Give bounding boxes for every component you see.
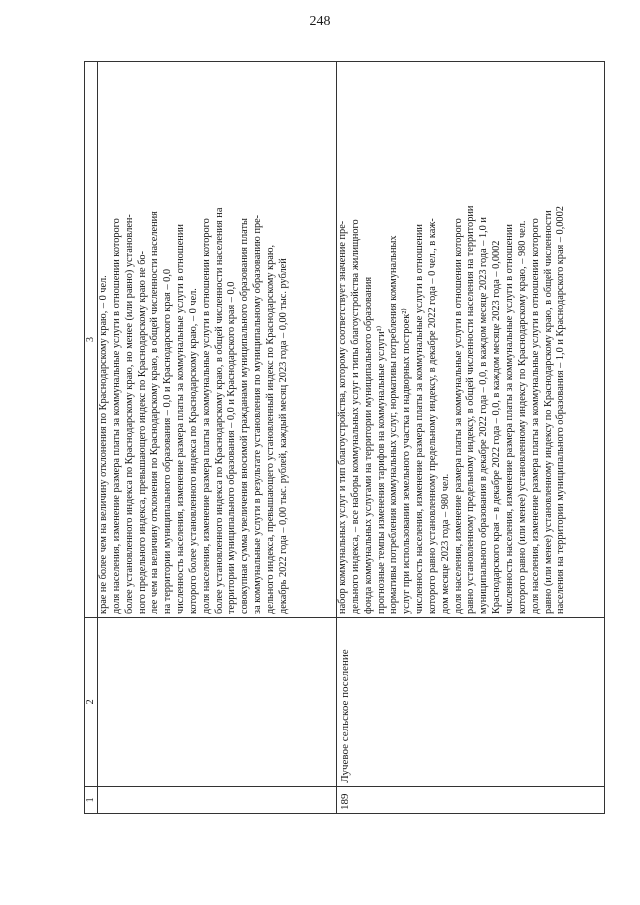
text-line: которого равно установленному предельному индексу, в декабре 2022 года – 0 чел., в каж- [426,218,438,614]
indicator-text-cell [98,62,337,618]
header-col-3: 3 [85,62,98,618]
settlement-name-cell: Лучевое сельское поселение [337,617,605,786]
text-line: доля населения, изменение размера платы за коммунальные услуги в отношении которого [200,218,212,614]
text-line: равно установленному предельному индексу, в общей численности населения на территории [465,205,477,614]
text-line: услуг при использовании земельного участка и надворных построек²⁾ [401,308,413,614]
text-line: территории муниципального образования – 0,0 и Краснодарского края – 0,0 [226,281,238,614]
text-line: которого равно (или менее) установленному индексу по Краснодарскому краю, – 980 чел. [516,220,528,614]
header-col-2: 2 [85,617,98,786]
text-line: декабрь 2022 года – 0,00 тыс. рублей, каждый месяц 2023 года – 0,00 тыс. рублей [277,258,289,614]
text-line: более установленного индекса по Краснодарскому краю, но менее (или равно) установлен- [123,214,135,614]
text-line: равно (или менее) установленному индексу по Краснодарскому краю, в общей численности [542,210,554,614]
header-col-1: 1 [85,786,98,813]
rotated-table-wrapper [84,61,603,814]
text-line: муниципального образования в декабре 2022 года – 0,0, в каждом месяце 2023 года – 1,0 и [478,217,490,614]
row-number-cell [98,786,337,813]
text-line: на территории муниципального образования – 0,0 и Краснодарского края – 0,0 [162,268,174,614]
text-line: набор коммунальных услуг и тип благоустройства, которому соответствует значение пре- [337,220,348,614]
text-line: населения на территории муниципального образования – 1,0 и Краснодарского края – 0,0002 [555,206,567,614]
table-row-189 [337,62,605,814]
indicator-text-cell [337,62,605,618]
text-line: нормативы потребления коммунальных услуг, нормативы потребления коммунальных [388,235,400,614]
text-line: более установленного индекса по Краснодарскому краю, в общей численности населения на [213,207,225,614]
text-line: прогнозные темпы изменения тарифов на коммунальные услуги¹⁾ [375,325,387,614]
table-row-continued [98,62,337,814]
text-line: фонда коммунальных услугами на территории муниципального образования [362,276,374,614]
page-number: 248 [309,14,331,29]
rotated-table-content [84,61,603,814]
text-line: крае не более чем на величину отклонения по Краснодарскому краю, – 0 чел. [98,275,109,614]
text-line: Краснодарского края – в декабре 2022 года – 0,0, в каждом месяце 2023 года – 0,0002 [491,240,503,614]
text-line: дельного индекса, превышающего установленный индекс по Краснодарскому краю, [264,244,276,614]
text-line: дельного индекса, – все наборы коммунальных услуг и типы благоустройства жилищного [349,219,361,614]
text-line: за коммунальные услуги в результате установления по муниципальному образованию пре- [252,214,264,614]
text-line: доля населения, изменение размера платы за коммунальные услуги в отношении которого [529,218,541,614]
text-line: доля населения, изменение размера платы за коммунальные услуги в отношении которого [452,218,464,614]
data-table [84,61,605,814]
text-line: которого более установленного индекса по Краснодарскому краю, – 0 чел. [187,288,199,614]
settlement-name-cell [98,617,337,786]
text-line: ного предельного индекса, превышающего индекс по Краснодарскому краю не бо- [136,250,148,614]
text-line: лее чем на величину отклонения по Краснодарскому краю, в общей численности населения [149,211,161,614]
row-number-cell: 189 [337,786,605,813]
text-line: численность населения, изменение размера платы за коммунальные услуги в отношении [414,224,426,614]
text-line: дом месяце 2023 года – 980 чел. [439,473,451,614]
text-line: совокупная сумма увеличения вносимой гражданами муниципального образования платы [239,218,251,614]
text-line: доля населения, изменение размера платы за коммунальные услуги в отношении которого [110,218,122,614]
text-line: численность населения, изменение размера платы за коммунальные услуги в отношении [503,224,515,614]
table-header-row [85,62,98,814]
text-line: численность населения, изменение размера платы за коммунальные услуги в отношении [175,224,187,614]
